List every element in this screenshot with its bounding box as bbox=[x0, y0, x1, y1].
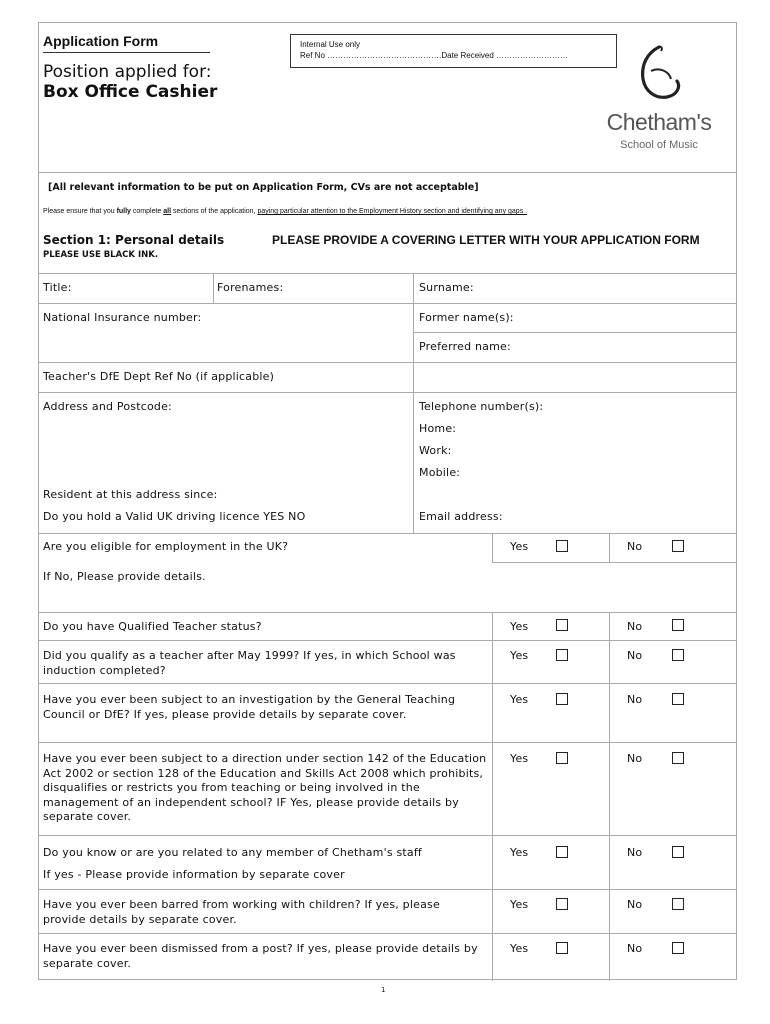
divider bbox=[492, 562, 736, 563]
investigation-no-checkbox[interactable] bbox=[672, 693, 684, 705]
black-ink-notice: PLEASE USE BLACK INK. bbox=[43, 250, 159, 260]
ensure-text-c: sections of the application, bbox=[171, 208, 258, 215]
barred-yes-checkbox[interactable] bbox=[556, 898, 568, 910]
ni-number-field-label[interactable]: National Insurance number: bbox=[43, 311, 202, 324]
direction-yes-checkbox[interactable] bbox=[556, 752, 568, 764]
related-no-checkbox[interactable] bbox=[672, 846, 684, 858]
eligible-question: Are you eligible for employment in the UK? bbox=[43, 540, 289, 553]
logo-subtitle: School of Music bbox=[620, 139, 698, 151]
work-phone-field-label[interactable]: Work: bbox=[419, 444, 452, 457]
yes-label: Yes bbox=[510, 540, 529, 553]
relevant-info-notice: [All relevant information to be put on Application Form, CVs are not acceptable] bbox=[48, 182, 479, 193]
column-divider bbox=[213, 273, 214, 303]
yes-label: Yes bbox=[510, 942, 529, 955]
email-field-label[interactable]: Email address: bbox=[419, 510, 503, 523]
barred-question: Have you ever been barred from working with children? If yes, please provide details by separate cover. bbox=[43, 898, 440, 926]
application-form-heading: Application Form bbox=[43, 33, 159, 49]
qualify-no-checkbox[interactable] bbox=[672, 649, 684, 661]
investigation-question: Have you ever been subject to an investigation by the General Teaching Council or DfE? If yes, please provide details by separate cover. bbox=[43, 693, 456, 721]
column-divider bbox=[609, 612, 610, 981]
barred-no-checkbox[interactable] bbox=[672, 898, 684, 910]
qts-question: Do you have Qualified Teacher status? bbox=[43, 620, 262, 633]
yes-label: Yes bbox=[510, 649, 529, 662]
no-label: No bbox=[627, 540, 643, 553]
divider bbox=[39, 889, 736, 890]
related-staff-question: Do you know or are you related to any member of Chetham's staff bbox=[43, 846, 422, 859]
no-label: No bbox=[627, 942, 643, 955]
form-header bbox=[39, 23, 736, 173]
position-prefix: Position applied for: bbox=[43, 62, 212, 82]
driving-licence-question[interactable]: Do you hold a Valid UK driving licence YES NO bbox=[43, 510, 306, 523]
no-label: No bbox=[627, 846, 643, 859]
column-divider bbox=[492, 533, 493, 562]
ref-no-line: Ref No …………………………………….Date Received ……………………… bbox=[300, 51, 569, 60]
forenames-field-label[interactable]: Forenames: bbox=[217, 281, 284, 294]
eligible-no-checkbox[interactable] bbox=[672, 540, 684, 552]
column-divider bbox=[609, 533, 610, 562]
mobile-phone-field-label[interactable]: Mobile: bbox=[419, 466, 461, 479]
dismissed-yes-checkbox[interactable] bbox=[556, 942, 568, 954]
no-label: No bbox=[627, 752, 643, 765]
no-label: No bbox=[627, 693, 643, 706]
address-field-label[interactable]: Address and Postcode: bbox=[43, 400, 172, 413]
qualify-yes-checkbox[interactable] bbox=[556, 649, 568, 661]
heading-underline bbox=[43, 52, 210, 53]
ensure-text-b: complete bbox=[130, 208, 164, 215]
dfe-ref-field-label[interactable]: Teacher's DfE Dept Ref No (if applicable) bbox=[43, 370, 275, 383]
divider bbox=[39, 612, 736, 613]
page-number: 1 bbox=[381, 986, 386, 994]
yes-label: Yes bbox=[510, 620, 529, 633]
qts-no-checkbox[interactable] bbox=[672, 619, 684, 631]
column-divider bbox=[413, 273, 414, 533]
logo-name: Chetham's bbox=[606, 109, 712, 135]
qts-yes-checkbox[interactable] bbox=[556, 619, 568, 631]
yes-label: Yes bbox=[510, 752, 529, 765]
ensure-all: all bbox=[163, 208, 172, 215]
divider bbox=[39, 640, 736, 641]
related-yes-checkbox[interactable] bbox=[556, 846, 568, 858]
chethams-logo bbox=[589, 45, 729, 160]
internal-use-box bbox=[290, 34, 617, 68]
home-phone-field-label[interactable]: Home: bbox=[419, 422, 457, 435]
dismissed-question: Have you ever been dismissed from a post? If yes, please provide details by separate cover. bbox=[43, 942, 478, 970]
surname-field-label[interactable]: Surname: bbox=[419, 281, 474, 294]
resident-since-field-label[interactable]: Resident at this address since: bbox=[43, 488, 218, 501]
yes-label: Yes bbox=[510, 898, 529, 911]
eligible-yes-checkbox[interactable] bbox=[556, 540, 568, 552]
dismissed-no-checkbox[interactable] bbox=[672, 942, 684, 954]
divider bbox=[39, 533, 736, 534]
divider bbox=[39, 392, 736, 393]
no-label: No bbox=[627, 898, 643, 911]
no-label: No bbox=[627, 649, 643, 662]
if-no-details-field[interactable]: If No, Please provide details. bbox=[43, 570, 206, 583]
telephone-field-label: Telephone number(s): bbox=[419, 400, 544, 413]
preferred-name-field-label[interactable]: Preferred name: bbox=[419, 340, 511, 353]
ensure-text-a: Please ensure that you bbox=[43, 208, 117, 215]
section-1-title: Section 1: Personal details bbox=[43, 233, 225, 247]
internal-use-label: Internal Use only bbox=[300, 40, 361, 49]
divider bbox=[39, 303, 736, 304]
no-label: No bbox=[627, 620, 643, 633]
divider bbox=[39, 835, 736, 836]
ensure-text-d: paying particular attention to the Employment History section and identifying any gaps . bbox=[257, 208, 528, 215]
yes-label: Yes bbox=[510, 846, 529, 859]
section-142-question: Have you ever been subject to a direction under section 142 of the Education Act 2002 or section 128 of the Education and Skills Act 2008 which prohibits, disqualifies or restricts you from teaching or being involved in the management of an independent school? IF Yes, please provide details by separate cover. bbox=[43, 752, 487, 823]
divider bbox=[413, 332, 736, 333]
direction-no-checkbox[interactable] bbox=[672, 752, 684, 764]
divider bbox=[39, 933, 736, 934]
covering-letter-notice: PLEASE PROVIDE A COVERING LETTER WITH YOUR APPLICATION FORM bbox=[272, 233, 700, 247]
yes-label: Yes bbox=[510, 693, 529, 706]
application-form-sheet bbox=[38, 22, 737, 980]
related-staff-note: If yes - Please provide information by separate cover bbox=[43, 868, 345, 881]
former-names-field-label[interactable]: Former name(s): bbox=[419, 311, 514, 324]
ensure-fully: fully bbox=[116, 208, 131, 215]
divider bbox=[39, 683, 736, 684]
position-applied bbox=[43, 62, 243, 102]
ensure-complete-notice bbox=[43, 208, 527, 215]
treble-clef-icon bbox=[589, 45, 729, 109]
divider bbox=[39, 273, 736, 274]
divider bbox=[39, 362, 736, 363]
position-title: Box Office Cashier bbox=[43, 82, 218, 102]
title-field-label[interactable]: Title: bbox=[43, 281, 72, 294]
investigation-yes-checkbox[interactable] bbox=[556, 693, 568, 705]
column-divider bbox=[492, 612, 493, 981]
qualify-after-1999-question: Did you qualify as a teacher after May 1999? If yes, in which School was induction completed? bbox=[43, 649, 456, 677]
divider bbox=[39, 742, 736, 743]
